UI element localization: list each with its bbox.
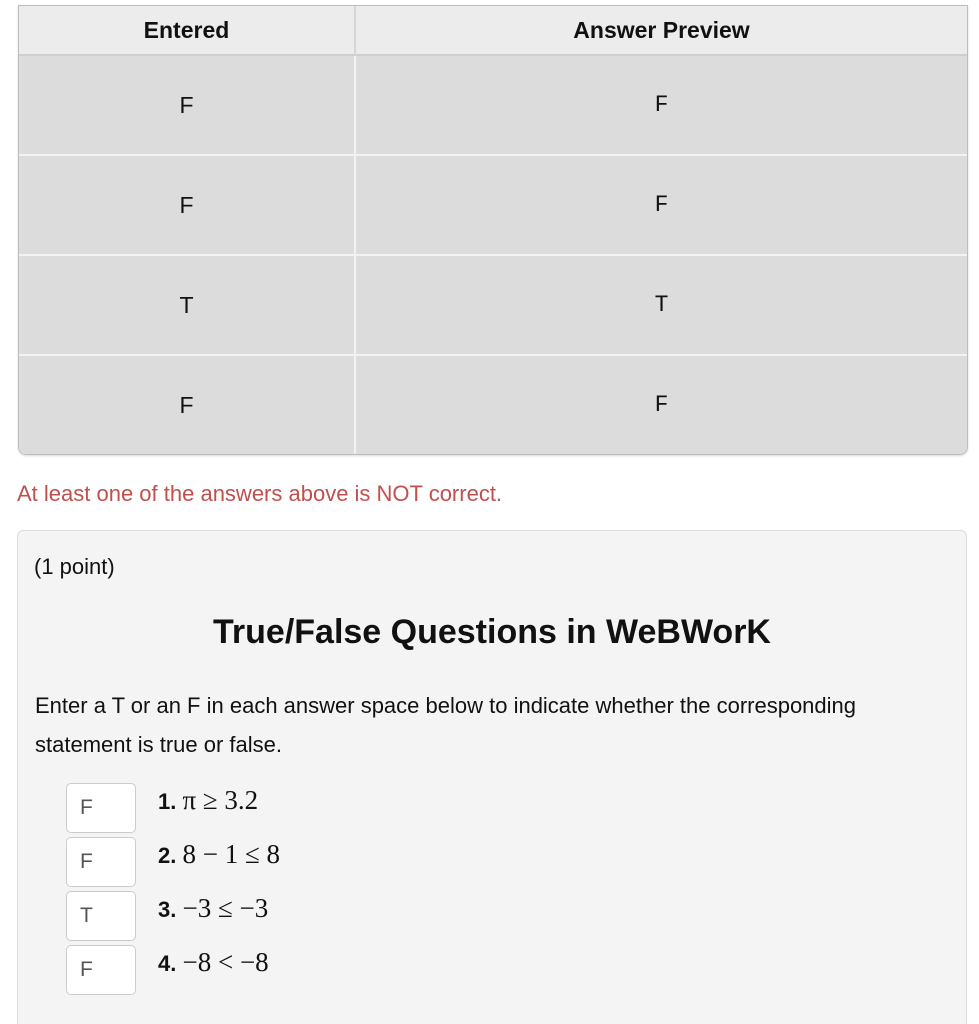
question-statement: 8 − 1 ≤ 8 — [182, 838, 281, 869]
answer-input-4[interactable] — [66, 945, 136, 995]
preview-cell: F — [356, 56, 967, 156]
answer-input-1[interactable] — [66, 783, 136, 833]
table-row — [19, 356, 967, 454]
question-number: 2. — [158, 842, 177, 868]
question-statement: π ≥ 3.2 — [182, 784, 259, 815]
question-row — [66, 835, 280, 889]
problem-points: (1 point) — [34, 554, 115, 579]
question-row — [66, 781, 258, 835]
question-text — [158, 785, 258, 816]
preview-cell: F — [356, 156, 967, 256]
question-number: 3. — [158, 896, 177, 922]
question-statement: −3 ≤ −3 — [182, 892, 269, 923]
entered-cell: T — [19, 256, 356, 356]
question-text — [158, 839, 280, 870]
question-row — [66, 889, 268, 943]
entered-cell: F — [19, 156, 356, 256]
header-entered: Entered — [19, 6, 356, 56]
answer-input-3[interactable] — [66, 891, 136, 941]
incorrect-answer-message: At least one of the answers above is NOT correct. — [17, 481, 503, 506]
entered-cell: F — [19, 356, 356, 454]
question-number: 4. — [158, 950, 177, 976]
preview-cell: T — [356, 256, 967, 356]
table-row — [19, 56, 967, 156]
problem-instructions: Enter a T or an F in each answer space below to indicate whether the corresponding statement is true or false. — [35, 693, 857, 757]
question-statement: −8 < −8 — [182, 946, 269, 977]
question-row — [66, 943, 269, 997]
problem-title: True/False Questions in WeBWorK — [213, 613, 771, 651]
problem-panel — [17, 530, 967, 1024]
table-row — [19, 256, 967, 356]
question-text — [158, 947, 269, 978]
results-table — [18, 5, 968, 455]
question-text — [158, 893, 268, 924]
answer-input-2[interactable] — [66, 837, 136, 887]
results-header-row — [19, 6, 967, 56]
header-answer-preview: Answer Preview — [356, 6, 967, 56]
preview-cell: F — [356, 356, 967, 454]
entered-cell: F — [19, 56, 356, 156]
question-number: 1. — [158, 788, 177, 814]
table-row — [19, 156, 967, 256]
